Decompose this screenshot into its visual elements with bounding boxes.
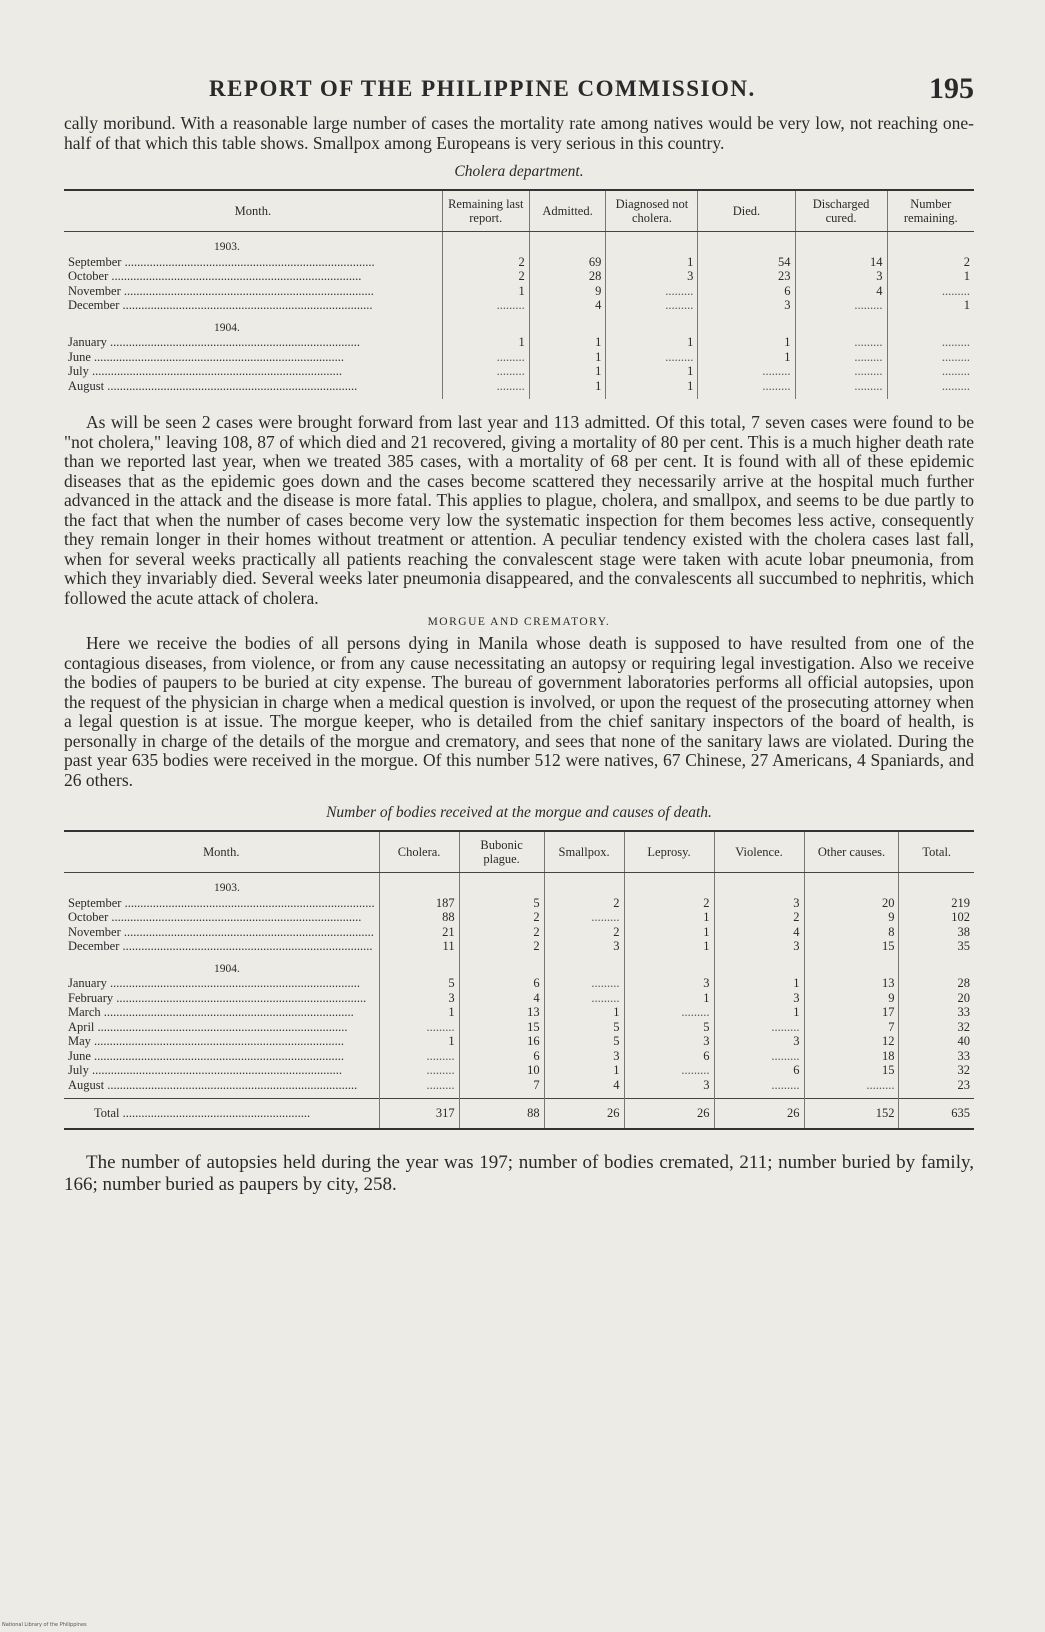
table-cell: 1 xyxy=(606,335,698,350)
table-cell: 4 xyxy=(529,298,606,313)
table-cell: 10 xyxy=(459,1063,544,1078)
month-cell: September ................................................................................ xyxy=(68,895,375,910)
column-header: Discharged cured. xyxy=(795,190,887,232)
table-cell xyxy=(887,232,974,255)
table-cell: ......... xyxy=(606,284,698,299)
table-cell xyxy=(624,954,714,977)
table-cell: ......... xyxy=(887,379,974,400)
table-cell: 3 xyxy=(698,298,795,313)
total-cell: 317 xyxy=(379,1099,459,1129)
month-cell: June ................................................................................ xyxy=(68,349,345,364)
column-header: Bubonic plague. xyxy=(459,831,544,873)
table-cell: ......... xyxy=(714,1049,804,1064)
month-cell: August ................................................................................ xyxy=(68,378,358,393)
table-cell xyxy=(804,954,899,977)
table-cell: 2 xyxy=(459,910,544,925)
table-row xyxy=(64,255,974,270)
table-cell: 28 xyxy=(899,976,974,991)
table-cell: ......... xyxy=(379,1063,459,1078)
morgue-paragraph: Here we receive the bodies of all persons dying in Manila whose death is supposed to have resulted from one of the contagious diseases, from violence, or from any cause necessitating an autopsy or requiring legal investigation. Also we receive the bodies of paupers to be buried at city expense. The bureau of government laboratories performs all official autopsies, upon the request of the physician in charge when a medical question is involved, or upon the request of the prosecuting attorney when a legal question is at issue. The morgue keeper, who is detailed from the chief sanitary inspectors of the board of health, is personally in charge of the details of the morgue and crematory, and sees that none of the sanitary laws are violated. During the past year 635 bodies were received in the morgue. Of this number 512 were natives, 67 Chinese, 27 Americans, 4 Spaniards, and 26 others. xyxy=(64,633,974,790)
table-cell: 2 xyxy=(459,925,544,940)
table-cell: ......... xyxy=(624,1005,714,1020)
table-cell: 3 xyxy=(714,991,804,1006)
table-cell: 102 xyxy=(899,910,974,925)
table-cell: 88 xyxy=(379,910,459,925)
table-cell: ......... xyxy=(714,1078,804,1099)
page-number: 195 xyxy=(929,72,974,105)
table-cell: 7 xyxy=(459,1078,544,1099)
table-cell: ......... xyxy=(544,976,624,991)
table-cell: ......... xyxy=(379,1020,459,1035)
table-cell: 13 xyxy=(804,976,899,991)
table-cell: ......... xyxy=(442,350,529,365)
table-cell xyxy=(698,313,795,336)
table-cell: 4 xyxy=(544,1078,624,1099)
table-cell: 6 xyxy=(714,1063,804,1078)
table-cell xyxy=(698,232,795,255)
table-cell: 1 xyxy=(544,1005,624,1020)
table-cell: ......... xyxy=(698,379,795,400)
month-cell: October ................................................................................ xyxy=(68,269,362,283)
table-cell: 3 xyxy=(714,1034,804,1049)
table-row xyxy=(64,1020,974,1035)
table-cell: 1 xyxy=(714,976,804,991)
intro-paragraph: cally moribund. With a reasonable large number of cases the mortality rate among natives would be very low, not reaching one-half of that which this table shows. Smallpox among Europeans is very serious in this country. xyxy=(64,113,974,153)
table-cell: 1 xyxy=(379,1034,459,1049)
column-header: Month. xyxy=(64,190,442,232)
table-cell: 1 xyxy=(529,379,606,400)
table-cell: 1 xyxy=(714,1005,804,1020)
table-cell: 12 xyxy=(804,1034,899,1049)
table-cell xyxy=(624,873,714,896)
table-cell: 2 xyxy=(442,255,529,270)
table-row xyxy=(64,1034,974,1049)
table-cell xyxy=(442,232,529,255)
year-row xyxy=(64,232,974,255)
table-cell: 6 xyxy=(698,284,795,299)
table-cell: ......... xyxy=(804,1078,899,1099)
morgue-section-heading: MORGUE AND CREMATORY. xyxy=(427,616,611,628)
year-label: 1904. xyxy=(214,962,240,975)
month-cell: November ................................................................................ xyxy=(68,924,374,939)
table-cell: 1 xyxy=(442,284,529,299)
month-cell: August ................................................................................ xyxy=(68,1077,358,1092)
table-cell xyxy=(442,313,529,336)
table-row xyxy=(64,335,974,350)
table-cell xyxy=(804,873,899,896)
total-cell: 26 xyxy=(544,1099,624,1129)
table-cell: 54 xyxy=(698,255,795,270)
table-cell xyxy=(529,313,606,336)
table-row xyxy=(64,298,974,313)
table-cell: 13 xyxy=(459,1005,544,1020)
year-row xyxy=(64,873,974,896)
table-row xyxy=(64,896,974,911)
table-cell xyxy=(795,232,887,255)
table-row xyxy=(64,284,974,299)
table-row xyxy=(64,976,974,991)
month-cell: November ................................................................................ xyxy=(68,283,374,298)
month-cell: September ................................................................................ xyxy=(68,254,375,269)
table-cell: 1 xyxy=(624,991,714,1006)
table-cell: 32 xyxy=(899,1020,974,1035)
table-row xyxy=(64,269,974,284)
table-cell: 5 xyxy=(544,1034,624,1049)
table-cell xyxy=(899,873,974,896)
table-cell: 1 xyxy=(606,364,698,379)
table-cell: ......... xyxy=(624,1063,714,1078)
table-cell: ......... xyxy=(795,350,887,365)
table-cell: 11 xyxy=(379,939,459,954)
table-cell: ......... xyxy=(795,335,887,350)
table-cell: ......... xyxy=(795,298,887,313)
table-cell: 5 xyxy=(379,976,459,991)
column-header: Smallpox. xyxy=(544,831,624,873)
table-row xyxy=(64,1078,974,1099)
table-cell: 1 xyxy=(529,364,606,379)
total-row xyxy=(64,1099,974,1129)
table-cell: 2 xyxy=(887,255,974,270)
table-cell: 1 xyxy=(698,350,795,365)
month-cell: February ................................................................................ xyxy=(68,990,367,1005)
month-cell: December ................................................................................ xyxy=(68,298,373,312)
table-cell: ......... xyxy=(544,991,624,1006)
table-row xyxy=(64,925,974,940)
table-row xyxy=(64,991,974,1006)
table-cell: ......... xyxy=(606,298,698,313)
table-cell: 3 xyxy=(544,1049,624,1064)
table-cell: 2 xyxy=(714,910,804,925)
month-cell: January ................................................................................ xyxy=(68,976,360,990)
morgue-table-caption: Number of bodies received at the morgue and causes of death. xyxy=(326,804,712,821)
table-cell: 33 xyxy=(899,1005,974,1020)
year-label: 1903. xyxy=(214,241,240,253)
cholera-table-caption: Cholera department. xyxy=(454,163,584,180)
table-cell: 16 xyxy=(459,1034,544,1049)
table-cell: 15 xyxy=(459,1020,544,1035)
table-cell: 1 xyxy=(624,910,714,925)
table-row xyxy=(64,939,974,954)
table-cell: ......... xyxy=(887,335,974,350)
year-label: 1904. xyxy=(214,321,240,334)
table-cell: 20 xyxy=(804,896,899,911)
table-cell: 1 xyxy=(529,350,606,365)
year-label: 1903. xyxy=(214,882,240,894)
table-cell: 187 xyxy=(379,896,459,911)
column-header: Number remaining. xyxy=(887,190,974,232)
table-cell: ......... xyxy=(714,1020,804,1035)
document-page xyxy=(64,70,974,1196)
table-cell xyxy=(544,873,624,896)
table-cell: ......... xyxy=(442,364,529,379)
month-cell: April ................................................................................ xyxy=(68,1019,348,1034)
column-header: Died. xyxy=(698,190,795,232)
table-cell: 1 xyxy=(606,255,698,270)
table-row xyxy=(64,1063,974,1078)
table-cell: 1 xyxy=(887,298,974,313)
scan-footer-mark: National Library of the Philippines xyxy=(2,1622,87,1628)
table-cell: ......... xyxy=(887,364,974,379)
table-cell: 1 xyxy=(698,335,795,350)
table-cell: ......... xyxy=(887,350,974,365)
table-cell: 3 xyxy=(624,976,714,991)
table-cell xyxy=(795,313,887,336)
table-cell: 2 xyxy=(459,939,544,954)
table-cell: 4 xyxy=(459,991,544,1006)
table-cell: 2 xyxy=(544,896,624,911)
table-cell: 2 xyxy=(624,896,714,911)
table-cell: 1 xyxy=(887,269,974,284)
closing-paragraph: The number of autopsies held during the year was 197; number of bodies cremated, 211; number buried by family, 166; number buried as paupers by city, 258. xyxy=(64,1151,974,1195)
table-cell: 3 xyxy=(606,269,698,284)
table-cell: ......... xyxy=(379,1049,459,1064)
month-cell: July ................................................................................ xyxy=(68,364,342,378)
table-row xyxy=(64,364,974,379)
table-cell: 1 xyxy=(624,925,714,940)
table-cell xyxy=(899,954,974,977)
total-cell: 152 xyxy=(804,1099,899,1129)
table-cell: 35 xyxy=(899,939,974,954)
table-cell: 9 xyxy=(529,284,606,299)
table-cell xyxy=(887,313,974,336)
table-cell: 9 xyxy=(804,910,899,925)
table-cell xyxy=(459,873,544,896)
table-cell: 1 xyxy=(544,1063,624,1078)
table-cell: 38 xyxy=(899,925,974,940)
table-cell: 5 xyxy=(624,1020,714,1035)
table-cell: ......... xyxy=(442,379,529,400)
table-cell xyxy=(379,873,459,896)
table-cell xyxy=(544,954,624,977)
table-cell: ......... xyxy=(606,350,698,365)
table-cell: 18 xyxy=(804,1049,899,1064)
table-row xyxy=(64,1049,974,1064)
table-cell: 6 xyxy=(459,1049,544,1064)
table-cell: 219 xyxy=(899,896,974,911)
table-cell: 1 xyxy=(529,335,606,350)
table-cell: 21 xyxy=(379,925,459,940)
table-cell: 8 xyxy=(804,925,899,940)
table-cell: ......... xyxy=(795,364,887,379)
table-cell: 3 xyxy=(714,939,804,954)
table-cell xyxy=(714,873,804,896)
table-cell xyxy=(714,954,804,977)
table-cell: 69 xyxy=(529,255,606,270)
table-cell: 32 xyxy=(899,1063,974,1078)
table-cell: 40 xyxy=(899,1034,974,1049)
table-cell: 5 xyxy=(459,896,544,911)
column-header: Diagnosed not cholera. xyxy=(606,190,698,232)
table-cell: 1 xyxy=(379,1005,459,1020)
table-cell: 1 xyxy=(606,379,698,400)
table-cell: 1 xyxy=(624,939,714,954)
table-cell: ......... xyxy=(887,284,974,299)
column-header: Month. xyxy=(64,831,379,873)
table-cell: 23 xyxy=(899,1078,974,1099)
table-cell: 3 xyxy=(544,939,624,954)
table-cell: ......... xyxy=(379,1078,459,1099)
table-cell: 1 xyxy=(442,335,529,350)
column-header: Admitted. xyxy=(529,190,606,232)
table-cell: 6 xyxy=(459,976,544,991)
table-cell: 3 xyxy=(714,896,804,911)
table-cell: 15 xyxy=(804,1063,899,1078)
table-cell: 5 xyxy=(544,1020,624,1035)
table-cell xyxy=(606,232,698,255)
table-cell: 14 xyxy=(795,255,887,270)
table-cell: ......... xyxy=(544,910,624,925)
table-cell xyxy=(529,232,606,255)
total-cell: 26 xyxy=(624,1099,714,1129)
year-row xyxy=(64,313,974,336)
cholera-discussion-paragraph: As will be seen 2 cases were brought forward from last year and 113 admitted. Of this total, 7 seven cases were found to be "not cholera," leaving 108, 87 of which died and 21 recovered, giving a mortality of 80 per cent. This is a much higher death rate than we reported last year, when we treated 385 cases, with a mortality of 68 per cent. It is found with all of these epidemic diseases that as the epidemic goes down and the cases become scattered they necessarily arrive at the hospital much further advanced in the attack and the disease is more fatal. This applies to plague, cholera, and smallpox, and seems to be due partly to the fact that when the number of cases become very low the systematic inspection for them becomes less active, consequently they remain longer in their homes without treatment or attention. A peculiar tendency existed with the cholera cases last fall, when for several weeks practically all patients reaching the convalescent stage were taken with acute lobar pneumonia, from which they invariably died. Several weeks later pneumonia disappeared, and the convalescents all succumbed to nephritis, which followed the acute attack of cholera. xyxy=(64,412,974,608)
month-cell: January ................................................................................ xyxy=(68,335,360,349)
column-header: Other causes. xyxy=(804,831,899,873)
table-cell: 2 xyxy=(442,269,529,284)
table-row xyxy=(64,910,974,925)
table-cell: 28 xyxy=(529,269,606,284)
total-cell: 88 xyxy=(459,1099,544,1129)
table-cell: ......... xyxy=(795,379,887,400)
table-cell: 20 xyxy=(899,991,974,1006)
table-cell xyxy=(379,954,459,977)
column-header: Cholera. xyxy=(379,831,459,873)
table-cell: 3 xyxy=(379,991,459,1006)
total-cell: 26 xyxy=(714,1099,804,1129)
table-cell: ......... xyxy=(442,298,529,313)
table-cell: 3 xyxy=(624,1034,714,1049)
column-header: Violence. xyxy=(714,831,804,873)
table-cell: 9 xyxy=(804,991,899,1006)
table-cell: 2 xyxy=(544,925,624,940)
cholera-table xyxy=(64,189,974,399)
table-cell: 4 xyxy=(795,284,887,299)
table-cell: 3 xyxy=(624,1078,714,1099)
month-cell: March ................................................................................ xyxy=(68,1005,354,1019)
table-cell: 4 xyxy=(714,925,804,940)
running-title: REPORT OF THE PHILIPPINE COMMISSION. xyxy=(209,76,756,101)
total-label: Total ............................................................ xyxy=(64,1099,379,1129)
table-row xyxy=(64,1005,974,1020)
month-cell: December ................................................................................ xyxy=(68,939,373,953)
table-cell: 6 xyxy=(624,1049,714,1064)
month-cell: June ................................................................................ xyxy=(68,1048,345,1063)
table-row xyxy=(64,350,974,365)
column-header: Leprosy. xyxy=(624,831,714,873)
table-cell: 23 xyxy=(698,269,795,284)
table-cell: 33 xyxy=(899,1049,974,1064)
table-cell xyxy=(459,954,544,977)
column-header: Total. xyxy=(899,831,974,873)
page-header xyxy=(64,70,974,114)
table-cell: 3 xyxy=(795,269,887,284)
total-cell: 635 xyxy=(899,1099,974,1129)
table-cell xyxy=(606,313,698,336)
year-row xyxy=(64,954,974,977)
morgue-table xyxy=(64,830,974,1130)
table-cell: 15 xyxy=(804,939,899,954)
table-cell: 7 xyxy=(804,1020,899,1035)
table-cell: ......... xyxy=(698,364,795,379)
table-cell: 17 xyxy=(804,1005,899,1020)
table-row xyxy=(64,379,974,400)
month-cell: July ................................................................................ xyxy=(68,1063,342,1077)
column-header: Remaining last report. xyxy=(442,190,529,232)
month-cell: May ................................................................................ xyxy=(68,1034,345,1048)
month-cell: October ................................................................................ xyxy=(68,910,362,924)
